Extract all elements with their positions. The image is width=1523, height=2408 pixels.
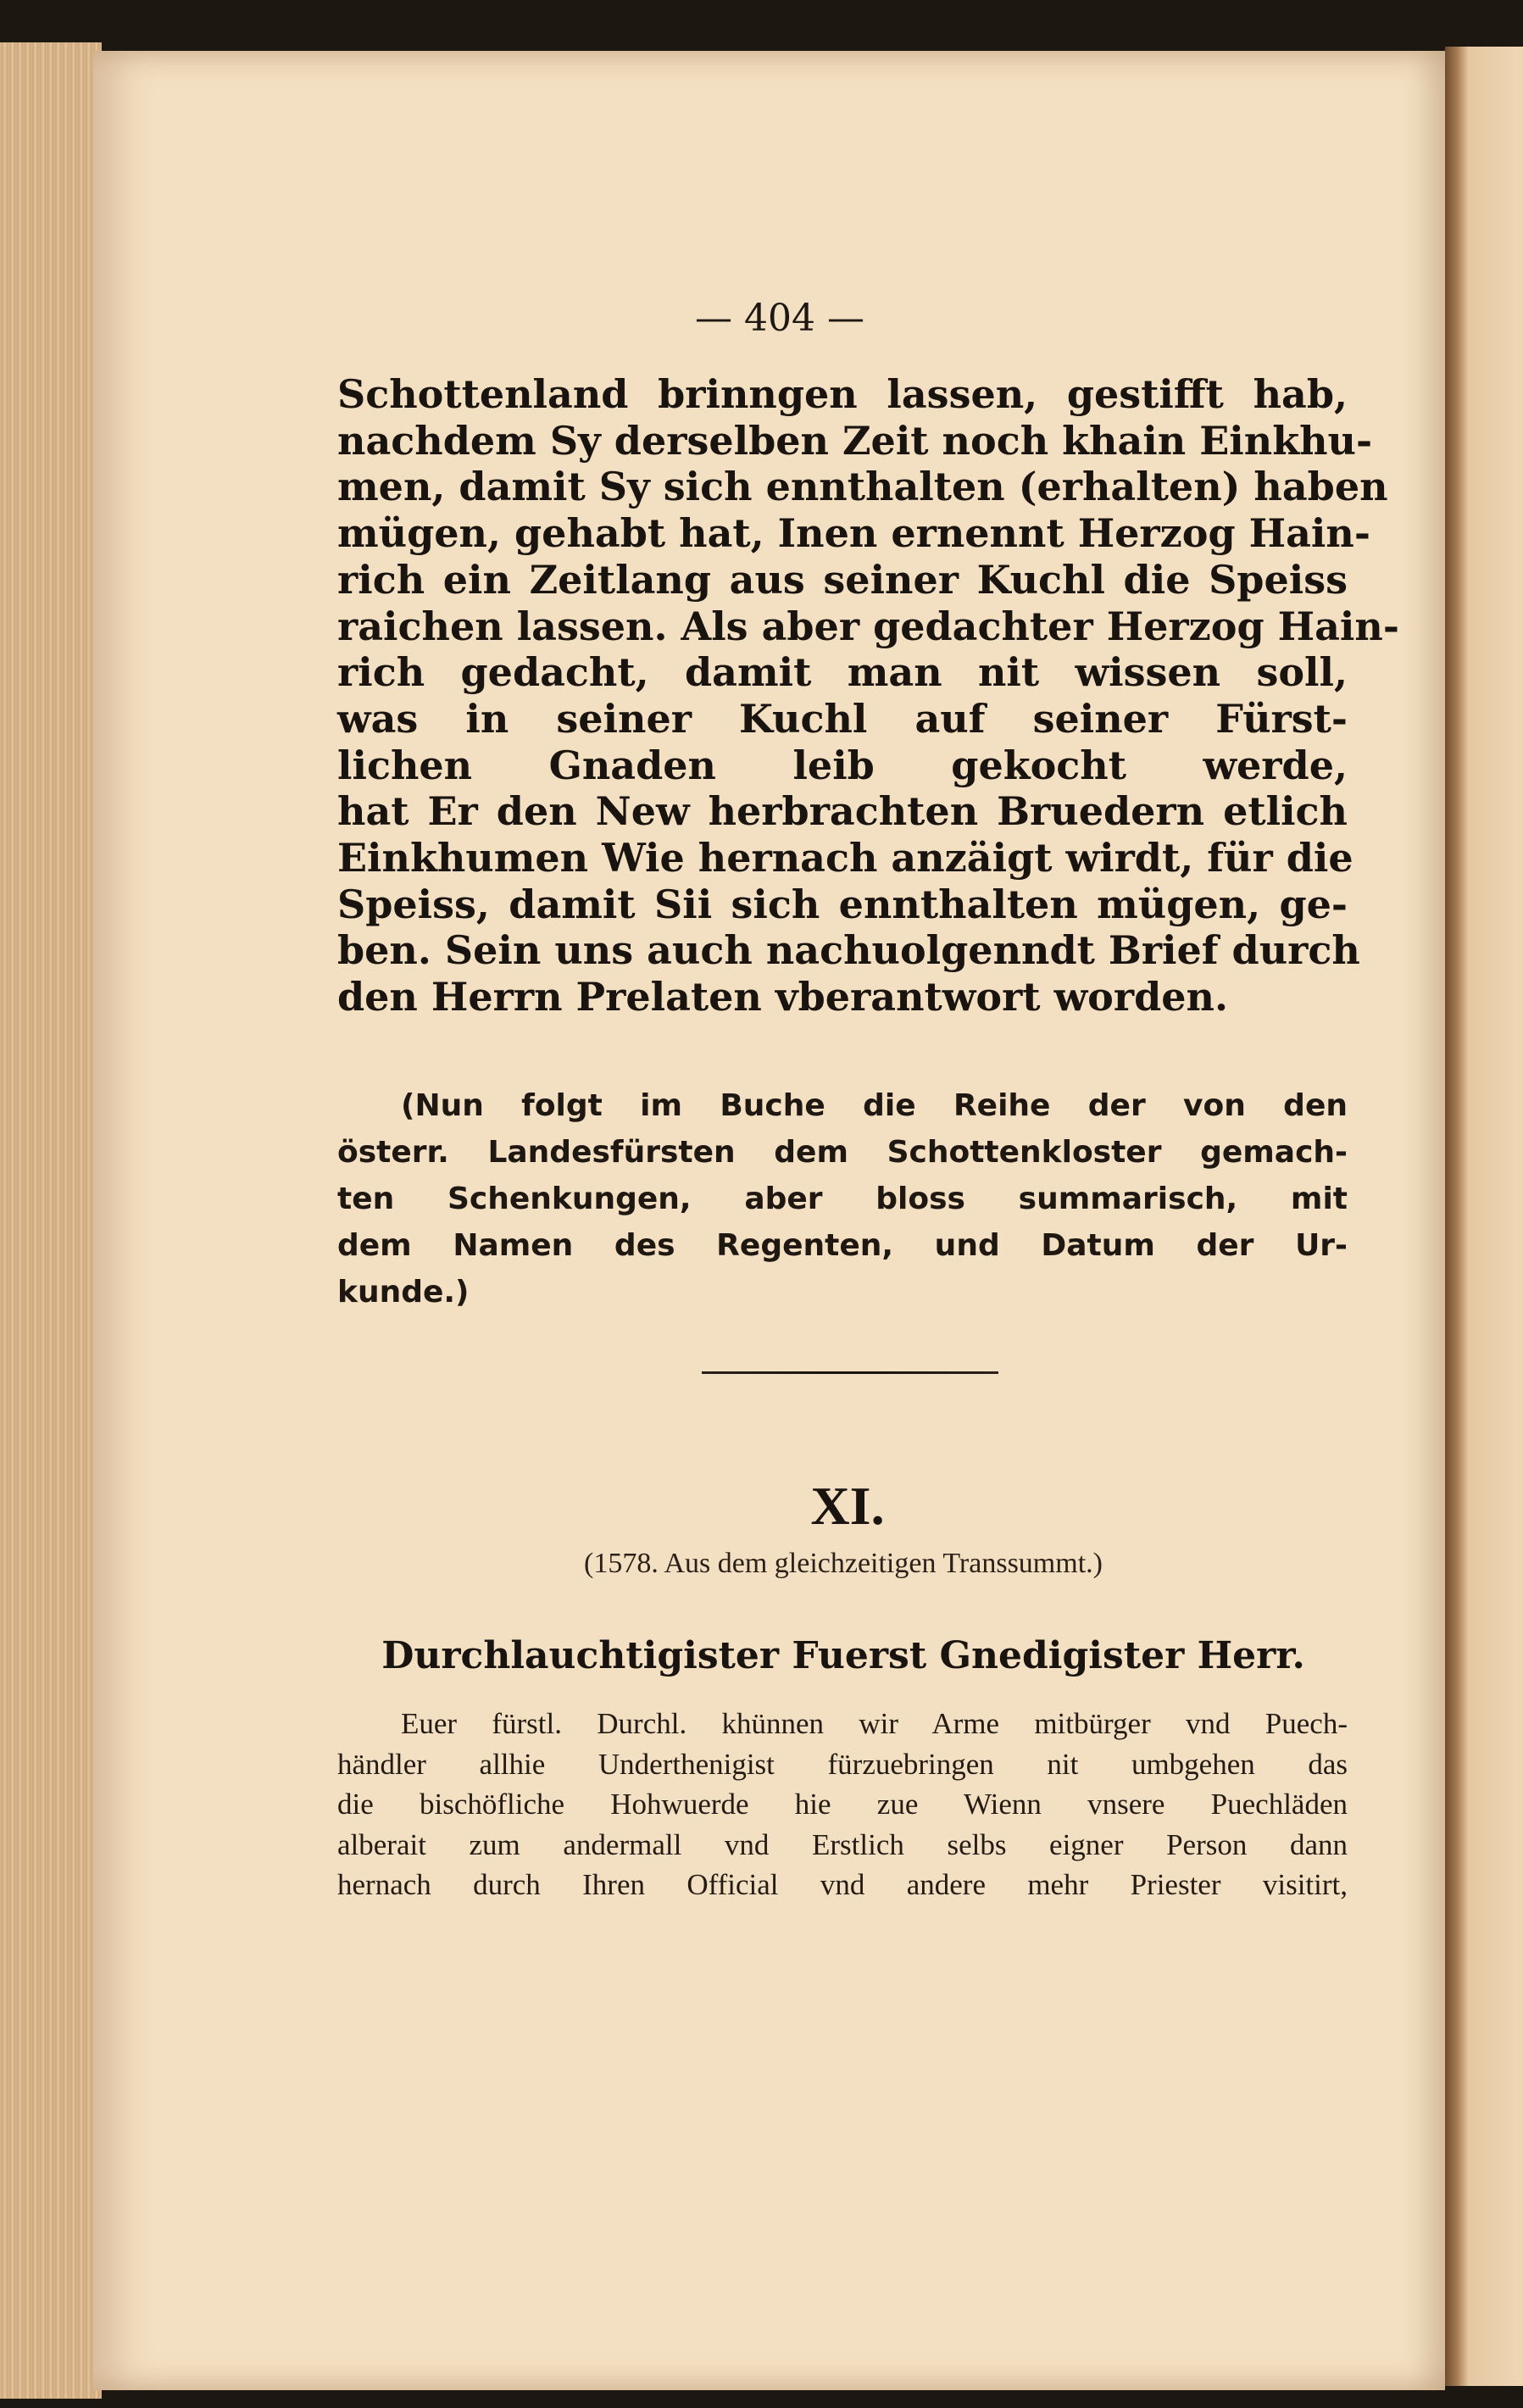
text-line: rich gedacht, damit man nit wissen soll, bbox=[337, 649, 1348, 696]
text-line: Einkhumen Wie hernach anzäigt wirdt, für die bbox=[337, 835, 1353, 881]
page-number: — 404 — bbox=[695, 297, 864, 340]
editorial-note bbox=[337, 1082, 1348, 1315]
text-line: Schottenland brinngen lassen, gestifft hab, bbox=[337, 371, 1348, 417]
letter-line: die bischöfliche Hohwuerde hie zue Wienn vnsere Puechläden bbox=[337, 1788, 1348, 1821]
note-line: österr. Landesfürsten dem Schottenkloster gemach- bbox=[337, 1135, 1348, 1170]
letter-line: Euer fürstl. Durchl. khünnen wir Arme mitbürger vnd Puech- bbox=[401, 1707, 1348, 1740]
text-line: nachdem Sy derselben Zeit noch khain Einkhu- bbox=[337, 417, 1373, 464]
text-line: was in seiner Kuchl auf seiner Fürst- bbox=[337, 695, 1348, 742]
note-line: dem Namen des Regenten, und Datum der Ur- bbox=[337, 1228, 1348, 1263]
section-divider bbox=[702, 1371, 998, 1374]
letter-paragraph bbox=[337, 1704, 1348, 1905]
text-line: ben. Sein uns auch nachuolgenndt Brief durch bbox=[337, 927, 1360, 974]
book-right-edge bbox=[1445, 47, 1523, 2386]
text-line: men, damit Sy sich ennthalten (erhalten) haben bbox=[337, 464, 1388, 510]
text-line: den Herrn Prelaten vberantwort worden. bbox=[337, 974, 1228, 1020]
letter-line: hernach durch Ihren Official vnd andere mehr Priester visitirt, bbox=[337, 1868, 1348, 1901]
letter-salutation: Durchlauchtigister Fuerst Gnedigister Herr. bbox=[381, 1634, 1305, 1677]
text-line: raichen lassen. Als aber gedachter Herzog Hain- bbox=[337, 603, 1399, 649]
letter-line: alberait zum andermall vnd Erstlich selbs eigner Person dann bbox=[337, 1827, 1348, 1861]
section-source: (1578. Aus dem gleichzeitigen Transsummt.) bbox=[584, 1548, 1103, 1579]
section-numeral: XI. bbox=[810, 1476, 885, 1536]
letter-line: händler allhie Underthenigist fürzuebringen nit umbgehen das bbox=[337, 1747, 1348, 1781]
text-line: rich ein Zeitlang aus seiner Kuchl die Speiss bbox=[337, 556, 1348, 603]
text-line: hat Er den New herbrachten Bruedern etlich bbox=[337, 788, 1348, 835]
text-line: lichen Gnaden leib gekocht werde, bbox=[337, 742, 1348, 788]
main-paragraph bbox=[337, 371, 1399, 1020]
note-line: (Nun folgt im Buche die Reihe der von den bbox=[401, 1088, 1348, 1123]
note-line: kunde.) bbox=[337, 1275, 470, 1310]
text-line: mügen, gehabt hat, Inen ernennt Herzog Hain- bbox=[337, 510, 1370, 557]
note-line: ten Schenkungen, aber bloss summarisch, mit bbox=[337, 1182, 1348, 1216]
text-line: Speiss, damit Sii sich ennthalten mügen, ge- bbox=[337, 881, 1348, 927]
book-left-edge bbox=[0, 42, 102, 2399]
